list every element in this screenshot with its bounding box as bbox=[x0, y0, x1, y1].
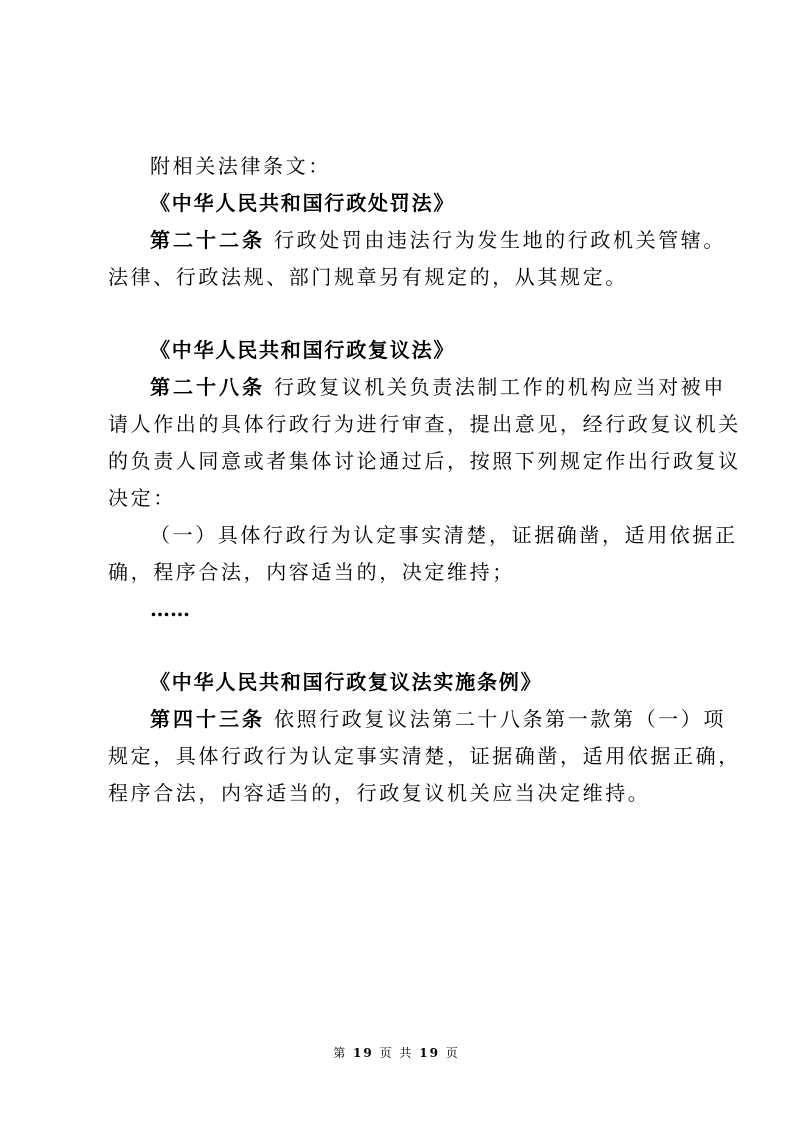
article-text-line: 的负责人同意或者集体讨论通过后，按照下列规定作出行政复议 bbox=[108, 449, 741, 473]
law-title-reconsideration-regulations: 《中华人民共和国行政复议法实施条例》 bbox=[150, 670, 543, 694]
article-item-line: （一）具体行政行为认定事实清楚，证据确凿，适用依据正 bbox=[150, 523, 738, 547]
article-label: 第二十二条 bbox=[150, 228, 265, 252]
article-text-line: 决定： bbox=[108, 486, 176, 510]
article-text-line: 程序合法，内容适当的，行政复议机关应当决定维持。 bbox=[108, 781, 651, 805]
ellipsis-mark: …… bbox=[150, 597, 190, 621]
article-paragraph bbox=[108, 222, 726, 259]
article-text-line: 规定，具体行政行为认定事实清楚，证据确凿，适用依据正确， bbox=[108, 744, 741, 768]
article-label: 第四十三条 bbox=[150, 707, 265, 731]
article-text: 行政复议机关负责法制工作的机构应当对被申 bbox=[273, 375, 726, 399]
article-text: 行政处罚由违法行为发生地的行政机关管辖。 bbox=[273, 228, 726, 252]
current-page-number: 19 bbox=[353, 1046, 374, 1060]
article-item-line: 确，程序合法，内容适当的，决定维持； bbox=[108, 560, 515, 584]
article-text: 依照行政复议法第二十八条第一款第（一）项 bbox=[273, 707, 726, 731]
total-page-number: 19 bbox=[419, 1046, 440, 1060]
page-footer bbox=[0, 1044, 793, 1061]
footer-middle: 页 共 bbox=[379, 1046, 414, 1060]
article-paragraph bbox=[108, 369, 726, 406]
law-title-administrative-reconsideration: 《中华人民共和国行政复议法》 bbox=[150, 338, 456, 362]
document-body bbox=[108, 148, 741, 812]
footer-prefix: 第 bbox=[333, 1046, 348, 1060]
intro-text: 附相关法律条文： bbox=[150, 154, 331, 178]
section-spacer bbox=[108, 628, 693, 664]
article-text-line: 法律、行政法规、部门规章另有规定的，从其规定。 bbox=[108, 265, 628, 289]
law-title-administrative-penalty: 《中华人民共和国行政处罚法》 bbox=[150, 191, 456, 215]
article-paragraph bbox=[108, 701, 726, 738]
section-spacer bbox=[108, 296, 693, 332]
article-text-line: 请人作出的具体行政行为进行审查，提出意见，经行政复议机关 bbox=[108, 412, 741, 436]
footer-suffix: 页 bbox=[445, 1046, 460, 1060]
article-label: 第二十八条 bbox=[150, 375, 265, 399]
